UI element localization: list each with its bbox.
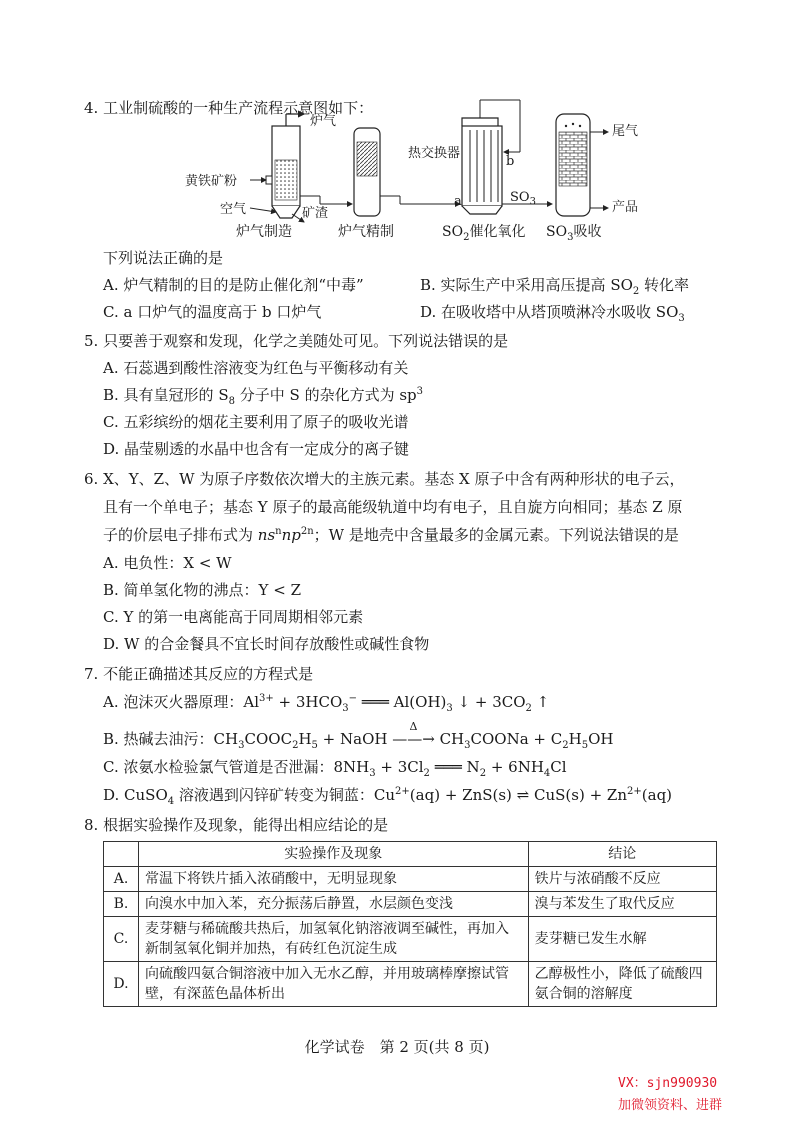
label-heat-exchanger: 热交换器 [408,146,461,161]
label-b: b [506,154,515,169]
row-operation: 麦芽糖与稀硫酸共热后，加氢氧化钠溶液调至碱性，再加入新制氢氧化铜并加热，有砖红色沉淀生成 [138,917,528,962]
q8-experiment-table [103,841,717,1007]
table-row [104,962,717,1007]
caption-purification: 炉气精制 [338,224,394,240]
q4-option-b: B. 实际生产中采用高压提高 $SO_2$ 转化率 [420,276,690,297]
label-slag: 矿渣 [302,206,329,221]
row-label: C. [104,917,139,962]
label-a: a [454,194,462,209]
q5-stem: 5. 只要善于观察和发现，化学之美随处可见。下列说法错误的是 [84,332,509,350]
row-operation: 常温下将铁片插入浓硝酸中，无明显现象 [138,867,528,892]
q4-stem: 4. 工业制硫酸的一种生产流程示意图如下： [84,99,374,117]
row-label: B. [104,892,139,917]
q5-option-b: B. 具有皇冠形的 $S_8$ 分子中 S 的杂化方式为 $sp^3$ [103,386,424,407]
sulfuric-acid-process-diagram [180,96,650,246]
q5-option-c: C. 五彩缤纷的烟花主要利用了原子的吸收光谱 [103,413,409,431]
row-label: A. [104,867,139,892]
q5-option-a: A. 石蕊遇到酸性溶液变为红色与平衡移动有关 [103,359,409,377]
q6-line3: 子的价层电子排布式为 $ns^nnp^{2n}$；W 是地壳中含量最多的金属元素。下列说法错误的是 [103,526,679,544]
table-header-row [104,842,717,867]
q7-stem: 7. 不能正确描述其反应的方程式是 [84,665,314,683]
row-conclusion: 麦芽糖已发生水解 [528,917,716,962]
q6-option-b: B. 简单氢化物的沸点：Y < Z [103,581,301,599]
q8-stem: 8. 根据实验操作及现象，能得出相应结论的是 [84,816,389,834]
heat-delta-symbol: Δ [409,720,418,733]
q4-option-a: A. 炉气精制的目的是防止催化剂“中毒” [103,276,364,294]
absorber [556,114,608,216]
watermark-contact: VX：sjn990930 [618,1076,718,1091]
furnace [250,114,352,222]
table-row [104,867,717,892]
q6-option-d: D. W 的合金餐具不宜长时间存放酸性或碱性食物 [103,635,430,653]
row-conclusion: 溴与苯发生了取代反应 [528,892,716,917]
watermark-promo: 加微领资料、进群 [618,1098,723,1113]
q6-option-a: A. 电负性：X < W [103,554,232,572]
q5-option-d: D. 晶莹剔透的水晶中也含有一定成分的离子键 [103,440,410,458]
row-operation: 向硫酸四氨合铜溶液中加入无水乙醇，并用玻璃棒摩擦试管壁，有深蓝色晶体析出 [138,962,528,1007]
q7-option-b: B. 热碱去油污：$CH_3COOC_2H_5$ + NaOH Δ ——→ $CH_3COONa + C_2H_5OH$ [103,729,613,749]
table-row [104,892,717,917]
q4-option-c: C. a 口炉气的温度高于 b 口炉气 [103,303,322,321]
label-air: 空气 [220,202,247,217]
q6-option-c: C. Y 的第一电离能高于同周期相邻元素 [103,608,364,626]
caption-so2-oxidation: $SO_2$催化氧化 [442,224,526,243]
row-label: D. [104,962,139,1007]
page-footer: 化学试卷 第 2 页(共 8 页) [304,1038,490,1056]
label-product: 产品 [612,200,639,215]
q6-line2: 且有一个单电子；基态 Y 原子的最高能级轨道中均有电子，且自旋方向相同；基态 Z 原 [103,498,683,516]
table-header-conclusion: 结论 [528,842,716,867]
purifier [354,128,400,216]
row-operation: 向溴水中加入苯，充分振荡后静置，水层颜色变浅 [138,892,528,917]
q7-option-c: C. 浓氨水检验氯气管道是否泄漏：$8NH_3 + 3Cl_2$ ═══ $N_2 + 6NH_4Cl$ [103,758,567,779]
table-header-operation: 实验操作及现象 [138,842,528,867]
q4-prompt: 下列说法正确的是 [103,249,224,267]
label-luqi: 炉气 [310,114,337,129]
label-so3-flow: $SO_3$ [510,190,536,208]
row-conclusion: 乙醇极性小，降低了硫酸四氨合铜的溶解度 [528,962,716,1007]
caption-furnace: 炉气制造 [236,224,292,240]
table-row [104,917,717,962]
caption-so3-absorption: $SO_3$吸收 [546,224,602,243]
label-tail-gas: 尾气 [612,124,639,139]
label-pyrite-powder: 黄铁矿粉 [185,174,238,189]
q6-line1: 6. X、Y、Z、W 为原子序数依次增大的主族元素。基态 X 原子中含有两种形状的电子云， [84,470,685,488]
row-conclusion: 铁片与浓硝酸不反应 [528,867,716,892]
q7-option-a: A. 泡沫灭火器原理：$Al^{3+} + 3HCO_3^-$ ═══ $Al(OH)_3$ ↓ + $3CO_2$ ↑ [103,693,550,714]
q4-option-d: D. 在吸收塔中从塔顶喷淋冷水吸收 $SO_3$ [420,303,685,324]
table-header-blank [104,842,139,867]
q7-option-d: D. CuSO$_4$ 溶液遇到闪锌矿转变为铜蓝：$Cu^{2+}(aq) + ZnS(s)$ ⇌ $CuS(s) + Zn^{2+}(aq)$ [103,786,673,807]
